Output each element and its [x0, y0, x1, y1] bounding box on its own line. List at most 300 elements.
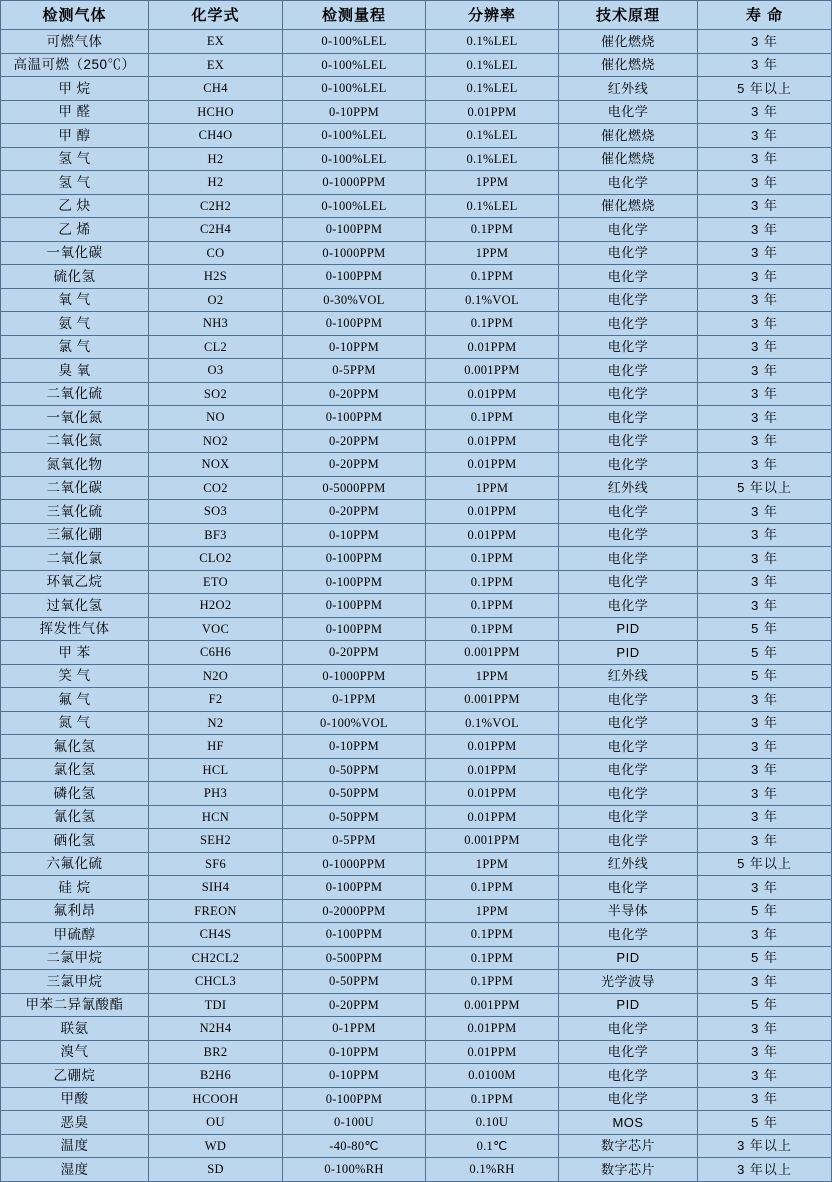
- cell-gas: 三氧化硫: [1, 500, 149, 524]
- table-row: [1, 453, 832, 477]
- table-row: [1, 758, 832, 782]
- cell-resolution: 0.01PPM: [426, 735, 559, 759]
- cell-range: 0-100PPM: [283, 876, 426, 900]
- cell-formula: C6H6: [149, 641, 283, 665]
- cell-formula: CH2CL2: [149, 946, 283, 970]
- cell-life: 3 年: [698, 711, 832, 735]
- cell-resolution: 0.10U: [426, 1111, 559, 1135]
- cell-principle: 电化学: [559, 570, 698, 594]
- table-row: [1, 1158, 832, 1182]
- cell-resolution: 0.1PPM: [426, 970, 559, 994]
- cell-gas: 可燃气体: [1, 30, 149, 54]
- cell-principle: 电化学: [559, 288, 698, 312]
- cell-resolution: 0.001PPM: [426, 688, 559, 712]
- cell-life: 3 年: [698, 382, 832, 406]
- cell-range: 0-10PPM: [283, 735, 426, 759]
- cell-formula: EX: [149, 53, 283, 77]
- cell-formula: PH3: [149, 782, 283, 806]
- cell-life: 3 年: [698, 500, 832, 524]
- cell-range: 0-100PPM: [283, 923, 426, 947]
- cell-formula: H2: [149, 147, 283, 171]
- cell-formula: SEH2: [149, 829, 283, 853]
- cell-life: 3 年: [698, 53, 832, 77]
- table-row: [1, 1087, 832, 1111]
- cell-formula: OU: [149, 1111, 283, 1135]
- cell-range: 0-100U: [283, 1111, 426, 1135]
- cell-range: 0-100%LEL: [283, 124, 426, 148]
- cell-principle: 催化燃烧: [559, 147, 698, 171]
- cell-resolution: 0.1PPM: [426, 594, 559, 618]
- cell-principle: 电化学: [559, 100, 698, 124]
- table-row: [1, 570, 832, 594]
- cell-formula: VOC: [149, 617, 283, 641]
- table-row: [1, 1040, 832, 1064]
- cell-principle: 电化学: [559, 711, 698, 735]
- cell-principle: 电化学: [559, 453, 698, 477]
- cell-formula: EX: [149, 30, 283, 54]
- cell-range: 0-1000PPM: [283, 241, 426, 265]
- cell-life: 3 年: [698, 288, 832, 312]
- cell-principle: 数字芯片: [559, 1158, 698, 1182]
- cell-formula: FREON: [149, 899, 283, 923]
- cell-principle: PID: [559, 641, 698, 665]
- cell-formula: NO2: [149, 429, 283, 453]
- cell-gas: 三氟化硼: [1, 523, 149, 547]
- cell-gas: 二氧化碳: [1, 476, 149, 500]
- cell-resolution: 0.1PPM: [426, 923, 559, 947]
- cell-resolution: 0.1PPM: [426, 946, 559, 970]
- cell-gas: 三氯甲烷: [1, 970, 149, 994]
- cell-range: 0-10PPM: [283, 100, 426, 124]
- cell-formula: SO3: [149, 500, 283, 524]
- cell-resolution: 0.1PPM: [426, 547, 559, 571]
- cell-formula: SIH4: [149, 876, 283, 900]
- cell-life: 3 年: [698, 688, 832, 712]
- cell-gas: 氯 气: [1, 335, 149, 359]
- cell-gas: 二氯甲烷: [1, 946, 149, 970]
- cell-formula: H2S: [149, 265, 283, 289]
- cell-range: 0-20PPM: [283, 382, 426, 406]
- table-row: [1, 1017, 832, 1041]
- cell-resolution: 0.1PPM: [426, 1087, 559, 1111]
- cell-range: 0-100%LEL: [283, 77, 426, 101]
- cell-gas: 高温可燃（250℃）: [1, 53, 149, 77]
- cell-life: 3 年: [698, 1064, 832, 1088]
- cell-gas: 硒化氢: [1, 829, 149, 853]
- table-row: [1, 288, 832, 312]
- cell-principle: 数字芯片: [559, 1134, 698, 1158]
- cell-resolution: 0.1PPM: [426, 265, 559, 289]
- cell-principle: PID: [559, 617, 698, 641]
- table-body: [1, 30, 832, 1182]
- column-header-gas: 检测气体: [1, 1, 149, 30]
- table-row: [1, 265, 832, 289]
- cell-resolution: 0.1%VOL: [426, 711, 559, 735]
- cell-life: 5 年: [698, 946, 832, 970]
- table-row: [1, 312, 832, 336]
- cell-gas: 氧 气: [1, 288, 149, 312]
- table-row: [1, 359, 832, 383]
- cell-range: 0-100%LEL: [283, 194, 426, 218]
- cell-life: 3 年: [698, 1040, 832, 1064]
- cell-life: 5 年: [698, 664, 832, 688]
- cell-resolution: 0.01PPM: [426, 523, 559, 547]
- cell-formula: N2H4: [149, 1017, 283, 1041]
- cell-principle: 电化学: [559, 312, 698, 336]
- table-header-row: [1, 1, 832, 30]
- cell-resolution: 0.1%LEL: [426, 147, 559, 171]
- cell-life: 5 年以上: [698, 852, 832, 876]
- cell-range: 0-50PPM: [283, 805, 426, 829]
- cell-gas: 一氧化碳: [1, 241, 149, 265]
- table-row: [1, 946, 832, 970]
- cell-gas: 六氟化硫: [1, 852, 149, 876]
- table-row: [1, 523, 832, 547]
- cell-range: 0-100PPM: [283, 547, 426, 571]
- cell-range: 0-20PPM: [283, 993, 426, 1017]
- cell-range: 0-1000PPM: [283, 664, 426, 688]
- table-row: [1, 77, 832, 101]
- cell-principle: 催化燃烧: [559, 194, 698, 218]
- cell-range: 0-1PPM: [283, 1017, 426, 1041]
- cell-life: 5 年: [698, 993, 832, 1017]
- cell-principle: 电化学: [559, 688, 698, 712]
- table-row: [1, 617, 832, 641]
- cell-life: 3 年: [698, 359, 832, 383]
- cell-resolution: 0.1%LEL: [426, 124, 559, 148]
- cell-life: 5 年: [698, 641, 832, 665]
- cell-principle: 电化学: [559, 805, 698, 829]
- cell-gas: 甲酸: [1, 1087, 149, 1111]
- table-row: [1, 194, 832, 218]
- cell-principle: 电化学: [559, 171, 698, 195]
- cell-resolution: 1PPM: [426, 476, 559, 500]
- cell-life: 3 年: [698, 829, 832, 853]
- cell-principle: 催化燃烧: [559, 124, 698, 148]
- cell-gas: 甲 醛: [1, 100, 149, 124]
- cell-life: 3 年: [698, 758, 832, 782]
- cell-range: 0-100%RH: [283, 1158, 426, 1182]
- cell-life: 3 年: [698, 335, 832, 359]
- cell-resolution: 0.1PPM: [426, 570, 559, 594]
- cell-gas: 甲 醇: [1, 124, 149, 148]
- cell-life: 3 年: [698, 124, 832, 148]
- cell-formula: WD: [149, 1134, 283, 1158]
- cell-resolution: 0.01PPM: [426, 382, 559, 406]
- cell-life: 3 年: [698, 100, 832, 124]
- cell-resolution: 0.1%LEL: [426, 53, 559, 77]
- cell-gas: 二氧化氮: [1, 429, 149, 453]
- cell-gas: 挥发性气体: [1, 617, 149, 641]
- cell-formula: SO2: [149, 382, 283, 406]
- cell-gas: 乙 炔: [1, 194, 149, 218]
- cell-principle: 半导体: [559, 899, 698, 923]
- cell-resolution: 0.001PPM: [426, 829, 559, 853]
- cell-resolution: 1PPM: [426, 241, 559, 265]
- cell-formula: HCOOH: [149, 1087, 283, 1111]
- cell-resolution: 0.01PPM: [426, 782, 559, 806]
- cell-life: 3 年: [698, 429, 832, 453]
- table-row: [1, 735, 832, 759]
- cell-formula: HCN: [149, 805, 283, 829]
- cell-formula: CHCL3: [149, 970, 283, 994]
- cell-principle: PID: [559, 993, 698, 1017]
- cell-formula: C2H4: [149, 218, 283, 242]
- cell-gas: 甲硫醇: [1, 923, 149, 947]
- table-row: [1, 335, 832, 359]
- cell-formula: BF3: [149, 523, 283, 547]
- cell-principle: 电化学: [559, 500, 698, 524]
- cell-range: 0-500PPM: [283, 946, 426, 970]
- cell-principle: 电化学: [559, 1040, 698, 1064]
- cell-gas: 乙硼烷: [1, 1064, 149, 1088]
- cell-principle: 红外线: [559, 664, 698, 688]
- cell-resolution: 0.01PPM: [426, 500, 559, 524]
- table-row: [1, 241, 832, 265]
- table-row: [1, 782, 832, 806]
- cell-resolution: 0.001PPM: [426, 993, 559, 1017]
- cell-resolution: 0.1PPM: [426, 617, 559, 641]
- cell-formula: NH3: [149, 312, 283, 336]
- table-row: [1, 30, 832, 54]
- table-row: [1, 429, 832, 453]
- cell-formula: CO: [149, 241, 283, 265]
- cell-gas: 湿度: [1, 1158, 149, 1182]
- cell-principle: 电化学: [559, 735, 698, 759]
- table-row: [1, 218, 832, 242]
- cell-resolution: 1PPM: [426, 171, 559, 195]
- cell-gas: 笑 气: [1, 664, 149, 688]
- cell-resolution: 0.1%LEL: [426, 30, 559, 54]
- cell-formula: O2: [149, 288, 283, 312]
- cell-formula: B2H6: [149, 1064, 283, 1088]
- cell-life: 3 年: [698, 30, 832, 54]
- cell-life: 3 年: [698, 547, 832, 571]
- cell-gas: 温度: [1, 1134, 149, 1158]
- cell-principle: 电化学: [559, 335, 698, 359]
- cell-resolution: 0.01PPM: [426, 429, 559, 453]
- cell-life: 3 年: [698, 147, 832, 171]
- cell-gas: 氟利昂: [1, 899, 149, 923]
- cell-gas: 臭 氧: [1, 359, 149, 383]
- cell-range: 0-100%LEL: [283, 30, 426, 54]
- cell-life: 3 年: [698, 1087, 832, 1111]
- cell-resolution: 0.1%LEL: [426, 194, 559, 218]
- cell-resolution: 0.0100M: [426, 1064, 559, 1088]
- cell-life: 3 年以上: [698, 1158, 832, 1182]
- cell-gas: 氟化氢: [1, 735, 149, 759]
- cell-principle: 电化学: [559, 758, 698, 782]
- column-header-resolution: 分辨率: [426, 1, 559, 30]
- cell-gas: 硅 烷: [1, 876, 149, 900]
- cell-resolution: 0.01PPM: [426, 1017, 559, 1041]
- table-row: [1, 406, 832, 430]
- cell-life: 3 年: [698, 594, 832, 618]
- cell-life: 3 年: [698, 805, 832, 829]
- cell-range: 0-100PPM: [283, 312, 426, 336]
- cell-life: 5 年: [698, 899, 832, 923]
- cell-life: 3 年: [698, 241, 832, 265]
- cell-life: 3 年: [698, 1017, 832, 1041]
- cell-formula: BR2: [149, 1040, 283, 1064]
- cell-resolution: 0.1PPM: [426, 876, 559, 900]
- cell-formula: CH4: [149, 77, 283, 101]
- table-row: [1, 829, 832, 853]
- cell-resolution: 0.001PPM: [426, 359, 559, 383]
- cell-range: 0-100PPM: [283, 570, 426, 594]
- cell-life: 3 年: [698, 782, 832, 806]
- table-header: [1, 1, 832, 30]
- cell-life: 3 年: [698, 406, 832, 430]
- table-row: [1, 899, 832, 923]
- table-row: [1, 476, 832, 500]
- column-header-principle: 技术原理: [559, 1, 698, 30]
- cell-formula: H2O2: [149, 594, 283, 618]
- table-row: [1, 641, 832, 665]
- cell-resolution: 0.01PPM: [426, 335, 559, 359]
- cell-resolution: 0.1PPM: [426, 406, 559, 430]
- cell-resolution: 0.1%VOL: [426, 288, 559, 312]
- cell-life: 3 年以上: [698, 1134, 832, 1158]
- column-header-life: 寿 命: [698, 1, 832, 30]
- cell-formula: NOX: [149, 453, 283, 477]
- cell-range: 0-100PPM: [283, 617, 426, 641]
- cell-range: 0-10PPM: [283, 1064, 426, 1088]
- table-row: [1, 100, 832, 124]
- cell-range: 0-100PPM: [283, 265, 426, 289]
- cell-resolution: 1PPM: [426, 899, 559, 923]
- cell-gas: 氮 气: [1, 711, 149, 735]
- cell-range: 0-100PPM: [283, 406, 426, 430]
- table-row: [1, 53, 832, 77]
- cell-formula: HF: [149, 735, 283, 759]
- cell-range: 0-2000PPM: [283, 899, 426, 923]
- cell-principle: 电化学: [559, 265, 698, 289]
- cell-resolution: 1PPM: [426, 664, 559, 688]
- cell-life: 3 年: [698, 218, 832, 242]
- cell-principle: 催化燃烧: [559, 30, 698, 54]
- cell-formula: N2O: [149, 664, 283, 688]
- cell-principle: 红外线: [559, 77, 698, 101]
- cell-life: 5 年: [698, 617, 832, 641]
- cell-formula: CO2: [149, 476, 283, 500]
- cell-formula: H2: [149, 171, 283, 195]
- cell-life: 3 年: [698, 876, 832, 900]
- cell-resolution: 0.01PPM: [426, 100, 559, 124]
- cell-gas: 甲 苯: [1, 641, 149, 665]
- cell-life: 5 年以上: [698, 77, 832, 101]
- cell-life: 3 年: [698, 970, 832, 994]
- table-row: [1, 1064, 832, 1088]
- cell-formula: CH4O: [149, 124, 283, 148]
- cell-range: 0-100PPM: [283, 218, 426, 242]
- cell-range: 0-20PPM: [283, 500, 426, 524]
- cell-principle: 催化燃烧: [559, 53, 698, 77]
- cell-resolution: 0.01PPM: [426, 1040, 559, 1064]
- cell-range: 0-1PPM: [283, 688, 426, 712]
- cell-gas: 溴气: [1, 1040, 149, 1064]
- cell-principle: 电化学: [559, 359, 698, 383]
- cell-range: 0-100PPM: [283, 1087, 426, 1111]
- cell-life: 3 年: [698, 265, 832, 289]
- cell-gas: 氨 气: [1, 312, 149, 336]
- cell-principle: 电化学: [559, 1017, 698, 1041]
- cell-formula: SF6: [149, 852, 283, 876]
- cell-principle: 电化学: [559, 876, 698, 900]
- table-row: [1, 993, 832, 1017]
- cell-principle: 电化学: [559, 429, 698, 453]
- cell-gas: 氰化氢: [1, 805, 149, 829]
- cell-range: 0-10PPM: [283, 335, 426, 359]
- cell-life: 3 年: [698, 570, 832, 594]
- cell-range: 0-100%LEL: [283, 147, 426, 171]
- cell-resolution: 0.01PPM: [426, 453, 559, 477]
- cell-life: 5 年: [698, 1111, 832, 1135]
- cell-principle: 电化学: [559, 523, 698, 547]
- cell-life: 3 年: [698, 923, 832, 947]
- cell-principle: 红外线: [559, 476, 698, 500]
- cell-gas: 恶臭: [1, 1111, 149, 1135]
- cell-range: 0-50PPM: [283, 782, 426, 806]
- cell-range: 0-100PPM: [283, 594, 426, 618]
- cell-range: 0-1000PPM: [283, 171, 426, 195]
- cell-formula: ETO: [149, 570, 283, 594]
- cell-range: 0-5PPM: [283, 359, 426, 383]
- cell-principle: 电化学: [559, 829, 698, 853]
- cell-formula: NO: [149, 406, 283, 430]
- cell-gas: 二氧化硫: [1, 382, 149, 406]
- cell-gas: 联氨: [1, 1017, 149, 1041]
- table-row: [1, 805, 832, 829]
- table-row: [1, 382, 832, 406]
- cell-formula: CLO2: [149, 547, 283, 571]
- cell-gas: 一氧化氮: [1, 406, 149, 430]
- cell-range: 0-20PPM: [283, 453, 426, 477]
- cell-formula: CH4S: [149, 923, 283, 947]
- cell-principle: 红外线: [559, 852, 698, 876]
- cell-principle: 电化学: [559, 923, 698, 947]
- table-row: [1, 124, 832, 148]
- cell-resolution: 0.1℃: [426, 1134, 559, 1158]
- cell-life: 3 年: [698, 194, 832, 218]
- column-header-formula: 化学式: [149, 1, 283, 30]
- cell-life: 3 年: [698, 523, 832, 547]
- cell-range: 0-5000PPM: [283, 476, 426, 500]
- cell-life: 3 年: [698, 171, 832, 195]
- cell-range: 0-1000PPM: [283, 852, 426, 876]
- cell-range: 0-50PPM: [283, 970, 426, 994]
- cell-formula: CL2: [149, 335, 283, 359]
- cell-principle: 电化学: [559, 1064, 698, 1088]
- cell-formula: C2H2: [149, 194, 283, 218]
- cell-principle: 电化学: [559, 241, 698, 265]
- cell-gas: 氢 气: [1, 171, 149, 195]
- cell-formula: TDI: [149, 993, 283, 1017]
- table-row: [1, 500, 832, 524]
- cell-range: 0-5PPM: [283, 829, 426, 853]
- cell-range: 0-100%LEL: [283, 53, 426, 77]
- cell-gas: 过氧化氢: [1, 594, 149, 618]
- cell-formula: O3: [149, 359, 283, 383]
- table-row: [1, 547, 832, 571]
- table-row: [1, 923, 832, 947]
- cell-life: 3 年: [698, 453, 832, 477]
- cell-resolution: 0.1%LEL: [426, 77, 559, 101]
- cell-range: 0-30%VOL: [283, 288, 426, 312]
- cell-principle: 电化学: [559, 782, 698, 806]
- cell-principle: 电化学: [559, 218, 698, 242]
- table-row: [1, 171, 832, 195]
